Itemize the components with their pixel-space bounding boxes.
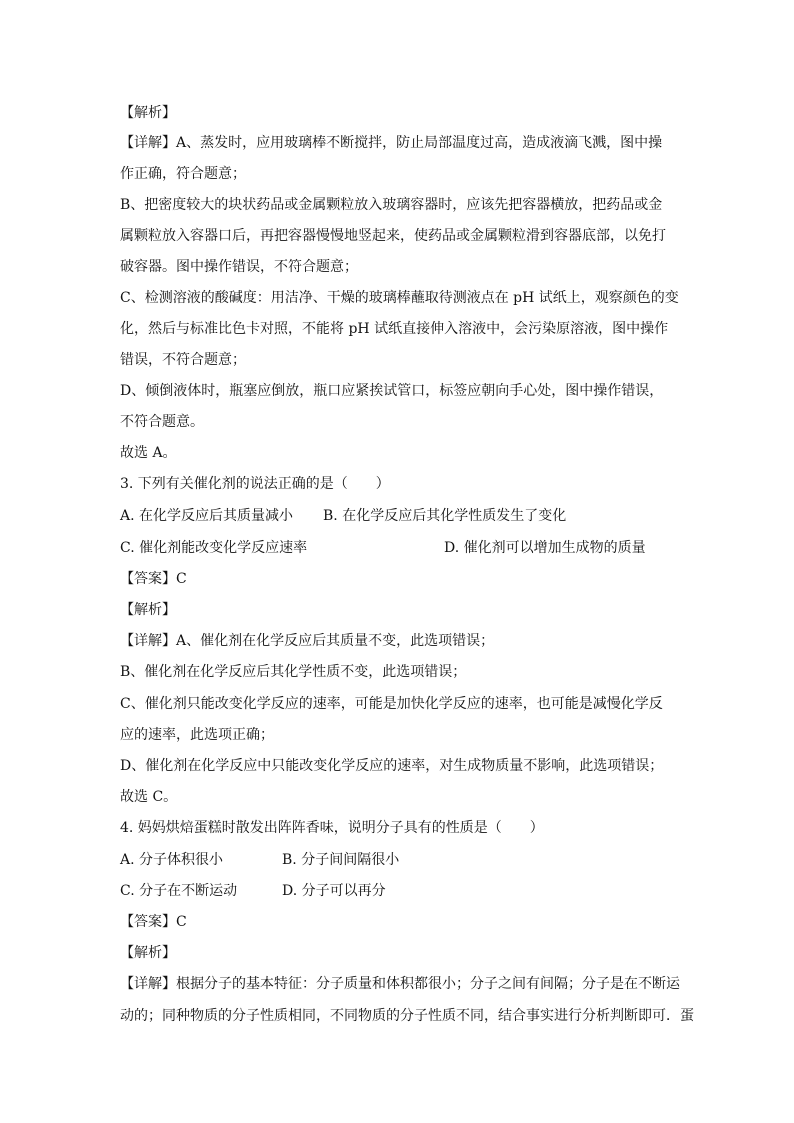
answer-line: 【答案】C [120, 571, 187, 587]
detail-paragraph-line: 破容器。图中操作错误，不符合题意； [120, 259, 358, 275]
q3-option-c: C. 催化剂能改变化学反应速率 [120, 540, 308, 556]
detail-paragraph-line: 属颗粒放入容器口后，再把容器慢慢地竖起来，使药品或金属颗粒滑到容器底部，以免打 [120, 228, 666, 244]
question-4-stem: 4. 妈妈烘焙蛋糕时散发出阵阵香味，说明分子具有的性质是（ ） [120, 820, 544, 836]
detail-paragraph-line: 错误，不符合题意； [120, 352, 246, 368]
detail-paragraph-line: C、检测溶液的酸碱度：用洁净、干燥的玻璃棒蘸取待测液点在 pH 试纸上，观察颜色的变 [120, 290, 679, 306]
detail-paragraph-line: 化，然后与标准比色卡对照，不能将 pH 试纸直接伸入溶液中，会污染原溶液，图中操作 [120, 321, 669, 337]
q3-option-a: A. 在化学反应后其质量减小 [120, 508, 294, 524]
detail-paragraph-line: B、把密度较大的块状药品或金属颗粒放入玻璃容器时，应该先把容器横放，把药品或金 [120, 197, 663, 213]
analysis-heading: 【解析】 [120, 945, 176, 961]
answer-line: 【答案】C [120, 914, 187, 930]
detail-paragraph-line: 不符合题意。 [120, 414, 204, 430]
question-3-stem: 3. 下列有关催化剂的说法正确的是（ ） [120, 476, 390, 492]
detail-paragraph-line: 【详解】根据分子的基本特征：分子质量和体积都很小；分子之间有间隔；分子是在不断运 [120, 976, 680, 992]
conclusion-line: 故选 C。 [120, 789, 178, 805]
detail-paragraph-line: 应的速率，此选项正确； [120, 727, 274, 743]
analysis-heading: 【解析】 [120, 105, 176, 121]
detail-paragraph-line: B、催化剂在化学反应后其化学性质不变，此选项错误； [120, 664, 467, 680]
analysis-heading: 【解析】 [120, 602, 176, 618]
conclusion-line: 故选 A。 [120, 445, 177, 461]
detail-paragraph-line: C、催化剂只能改变化学反应的速率，可能是加快化学反应的速率，也可能是减慢化学反 [120, 696, 663, 712]
q4-option-c: C. 分子在不断运动 [120, 883, 238, 899]
detail-paragraph-line: 动的；同种物质的分子性质相同，不同物质的分子性质不同，结合事实进行分析判断即可．蛋 [120, 1008, 694, 1024]
q3-option-d: D. 催化剂可以增加生成物的质量 [444, 540, 646, 556]
q4-option-b: B. 分子间间隔很小 [282, 852, 400, 868]
detail-paragraph-line: 【详解】A、催化剂在化学反应后其质量不变，此选项错误； [120, 633, 495, 649]
detail-paragraph-line: 作正确，符合题意； [120, 166, 246, 182]
q3-option-b: B. 在化学反应后其化学性质发生了变化 [323, 508, 567, 524]
detail-paragraph-line: D、催化剂在化学反应中只能改变化学反应的速率，对生成物质量不影响，此选项错误； [120, 758, 664, 774]
q4-option-d: D. 分子可以再分 [282, 883, 386, 899]
detail-paragraph-line: 【详解】A、蒸发时，应用玻璃棒不断搅拌，防止局部温度过高，造成液滴飞溅，图中操 [120, 135, 663, 151]
q4-option-a: A. 分子体积很小 [120, 852, 224, 868]
detail-paragraph-line: D、倾倒液体时，瓶塞应倒放，瓶口应紧挨试管口，标签应朝向手心处，图中操作错误， [120, 383, 664, 399]
